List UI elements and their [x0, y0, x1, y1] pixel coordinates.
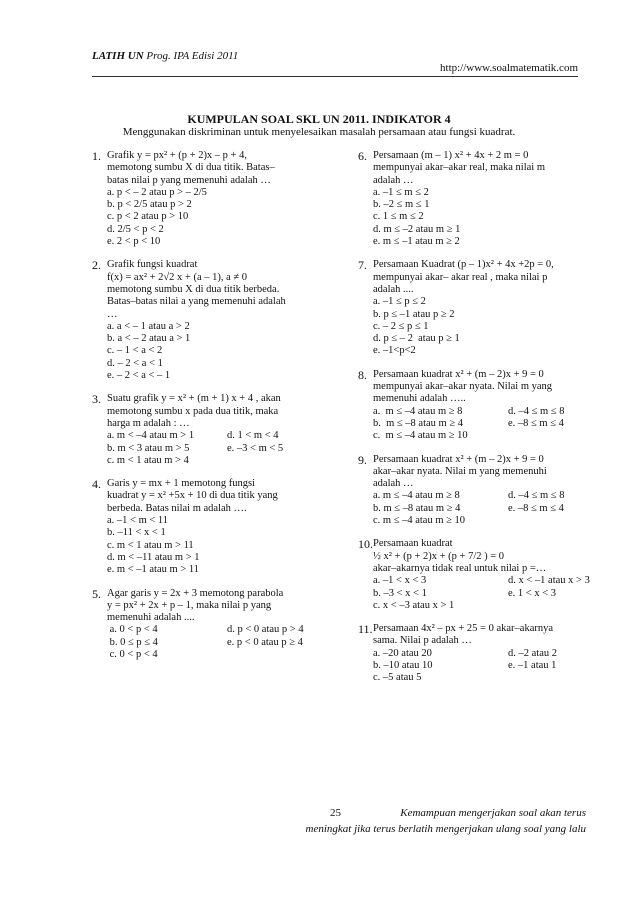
- answer-option: b. p < 2/5 atau p > 2: [107, 199, 192, 211]
- answer-option: a. 0 < p < 4: [107, 624, 158, 636]
- question-number: 4.: [92, 477, 101, 492]
- question-text-line: mempunyai akar–akar nyata. Nilai m yang: [373, 381, 553, 393]
- question-text-line: Persamaan Kuadrat (p – 1)x² + 4x +2p = 0,: [373, 259, 554, 271]
- question-text-line: Suatu grafik y = x² + (m + 1) x + 4 , akan: [107, 393, 281, 405]
- question-text-line: Batas–batas nilai a yang memenuhi adalah: [107, 296, 286, 308]
- question-text-line: Persamaan 4x² – px + 25 = 0 akar–akarnya: [373, 623, 554, 635]
- page-number: 25: [330, 807, 341, 819]
- page-subtitle: Menggunakan diskriminan untuk menyelesaikan masalah persamaan atau fungsi kuadrat.: [122, 126, 516, 138]
- answer-option: a. a < – 1 atau a > 2: [107, 320, 190, 332]
- answer-option: b. 0 ≤ p ≤ 4: [107, 636, 158, 648]
- question-number: 10.: [358, 537, 373, 552]
- answer-option: d. m < –11 atau m > 1: [107, 551, 200, 563]
- question-text-line: adalah …: [373, 174, 414, 186]
- answer-option: e. –8 ≤ m ≤ 4: [508, 417, 564, 429]
- right-column: [358, 150, 593, 696]
- question-text-line: Persamaan kuadrat x² + (m – 2)x + 9 = 0: [373, 453, 544, 465]
- answer-option: d. 1 < m < 4: [227, 430, 279, 442]
- edition-text: Prog. IPA Edisi 2011: [143, 50, 239, 62]
- answer-option: e. p < 0 atau p ≥ 4: [227, 636, 303, 648]
- answer-option: c. m ≤ –4 atau m ≥ 10: [373, 430, 468, 442]
- question-text-line: memenuhi adalah …..: [373, 393, 466, 405]
- answer-option: c. x < –3 atau x > 1: [373, 599, 455, 611]
- question-text-line: akar–akar nyata. Nilai m yang memenuhi: [373, 465, 547, 477]
- question-text-line: adalah ....: [373, 283, 414, 295]
- question-text-line: batas nilai p yang memenuhi adalah …: [107, 174, 271, 186]
- answer-option: c. m < 1 atau m > 4: [107, 454, 189, 466]
- answer-option: a. –1 < m < 11: [107, 515, 169, 527]
- answer-option: c. m ≤ –4 atau m ≥ 10: [373, 515, 466, 527]
- answer-option-row: [107, 624, 324, 636]
- answer-option: d. m ≤ –2 atau m ≥ 1: [373, 223, 461, 235]
- question-item: [358, 259, 593, 357]
- question-text-line: memenuhi adalah ....: [107, 612, 195, 624]
- question-text-line: f(x) = ax² + 2√2 x + (a – 1), a ≠ 0: [107, 271, 248, 283]
- answer-option-row: [107, 637, 324, 649]
- answer-option: a. m < –4 atau m > 1: [107, 430, 195, 442]
- answer-option-row: [373, 660, 593, 672]
- question-text-line: adalah …: [373, 478, 414, 490]
- question-item: [92, 393, 324, 467]
- answer-option: d. 2/5 < p < 2: [107, 223, 164, 235]
- answer-option: b. m ≤ –8 atau m ≥ 4: [373, 417, 463, 429]
- question-number: 6.: [358, 149, 367, 163]
- answer-option: b. –3 < x < 1: [373, 587, 427, 599]
- answer-option: b. p ≤ –1 atau p ≥ 2: [373, 308, 455, 320]
- answer-option: b. m ≤ –8 atau m ≥ 4: [373, 502, 461, 514]
- answer-option: c. p < 2 atau p > 10: [107, 211, 189, 223]
- question-text-line: mempunyai akar– akar real , maka nilai p: [373, 271, 548, 283]
- answer-option: a. –1 ≤ p ≤ 2: [373, 296, 426, 308]
- question-text-line: y = px² + 2x + p – 1, maka nilai p yang: [107, 599, 272, 611]
- answer-option: c. – 2 ≤ p ≤ 1: [373, 320, 429, 332]
- question-number: 8.: [358, 367, 367, 382]
- question-text-line: harga m adalah : …: [107, 417, 190, 429]
- question-text-line: …: [107, 308, 118, 320]
- answer-option: c. 0 < p < 4: [107, 648, 158, 660]
- answer-option: e. – 2 < a < – 1: [107, 370, 171, 382]
- answer-option: a. –1 < x < 3: [373, 575, 427, 587]
- header-url[interactable]: http://www.soalmatematik.com: [440, 62, 578, 74]
- question-text-line: ½ x² + (p + 2)x + (p + 7/2 ) = 0: [373, 550, 505, 562]
- answer-option: b. –2 ≤ m ≤ 1: [373, 199, 430, 211]
- answer-option-row: [373, 418, 593, 430]
- answer-option: a. m ≤ –4 atau m ≥ 8: [373, 490, 460, 502]
- question-text-line: Persamaan (m – 1) x² + 4x + 2 m = 0: [373, 150, 529, 161]
- answer-option: a. p < – 2 atau p > – 2/5: [107, 186, 207, 198]
- answer-option: e. –1<p<2: [373, 345, 416, 357]
- question-item: [92, 478, 324, 576]
- footer-line-2: meningkat jika terus berlatih mengerjakan ulang soal yang lalu: [305, 823, 586, 835]
- answer-option-row: [373, 490, 593, 502]
- answer-option: d. –4 ≤ m ≤ 8: [508, 405, 565, 417]
- question-text-line: memotong sumbu X di dua titik. Batas–: [107, 162, 275, 174]
- answer-option: e. –8 ≤ m ≤ 4: [508, 502, 564, 514]
- question-text-line: memotong sumbu X di dua titik berbeda.: [107, 283, 280, 295]
- answer-option-row: [373, 575, 593, 587]
- left-column: [92, 150, 324, 672]
- question-text-line: Grafik y = px² + (p + 2)x – p + 4,: [107, 150, 247, 161]
- answer-option: a. –1 ≤ m ≤ 2: [373, 186, 429, 198]
- question-text-line: Persamaan kuadrat: [373, 538, 453, 550]
- question-item: [358, 369, 593, 443]
- question-number: 7.: [358, 258, 367, 273]
- question-number: 9.: [358, 452, 367, 467]
- question-item: [358, 623, 593, 684]
- answer-option-row: [373, 406, 593, 418]
- question-text-line: berbeda. Batas nilai m adalah ….: [107, 502, 247, 514]
- question-text-line: memotong sumbu x pada dua titik, maka: [107, 405, 279, 417]
- question-text-line: Grafik fungsi kuadrat: [107, 259, 198, 271]
- answer-option: e. m < –1 atau m > 11: [107, 564, 199, 576]
- answer-option: d. –2 atau 2: [508, 647, 557, 659]
- question-number: 11.: [358, 622, 373, 637]
- header-brand: [92, 50, 238, 62]
- answer-option: c. 1 ≤ m ≤ 2: [373, 211, 424, 223]
- question-item: [358, 538, 593, 612]
- header-divider: [92, 76, 578, 77]
- question-text-line: Persamaan kuadrat x² + (m – 2)x + 9 = 0: [373, 368, 544, 380]
- answer-option: d. p ≤ – 2 atau p ≥ 1: [373, 333, 460, 345]
- question-number: 3.: [92, 392, 101, 407]
- question-number: 5.: [92, 586, 101, 601]
- answer-option: d. – 2 < a < 1: [107, 357, 163, 369]
- answer-option-row: [107, 430, 324, 442]
- answer-option: d. x < –1 atau x > 3: [508, 575, 590, 587]
- answer-option: e. –3 < m < 5: [227, 442, 284, 454]
- answer-option: e. m ≤ –1 atau m ≥ 2: [373, 236, 460, 248]
- answer-option: a. –20 atau 20: [373, 647, 432, 659]
- answer-option: e. –1 atau 1: [508, 659, 557, 671]
- answer-option: c. m < 1 atau m > 11: [107, 539, 194, 551]
- question-text-line: sama. Nilai p adalah …: [373, 635, 472, 647]
- answer-option-row: [373, 648, 593, 660]
- page-title: KUMPULAN SOAL SKL UN 2011. INDIKATOR 4: [187, 112, 451, 126]
- question-number: 2.: [92, 258, 101, 273]
- question-text-line: kuadrat y = x² +5x + 10 di dua titik yang: [107, 490, 278, 502]
- answer-option: b. –10 atau 10: [373, 659, 433, 671]
- answer-option: c. – 1 < a < 2: [107, 345, 163, 357]
- question-text-line: Garis y = mx + 1 memotong fungsi: [107, 478, 256, 490]
- brand-name: LATIH UN: [92, 50, 144, 62]
- question-text-line: akar–akarnya tidak real untuk nilai p =…: [373, 562, 547, 574]
- answer-option: b. a < – 2 atau a > 1: [107, 333, 191, 345]
- question-item: [92, 588, 324, 662]
- question-text-line: Agar garis y = 2x + 3 memotong parabola: [107, 587, 284, 599]
- answer-option: b. m < 3 atau m > 5: [107, 442, 190, 454]
- answer-option: c. –5 atau 5: [373, 672, 422, 684]
- answer-option: a. m ≤ –4 atau m ≥ 8: [373, 405, 463, 417]
- answer-option-row: [373, 503, 593, 515]
- answer-option-row: [373, 588, 593, 600]
- answer-option: e. 2 < p < 10: [107, 236, 161, 248]
- answer-option-row: [107, 443, 324, 455]
- question-item: [92, 259, 324, 382]
- answer-option: d. p < 0 atau p > 4: [227, 624, 304, 636]
- answer-option: e. 1 < x < 3: [508, 587, 557, 599]
- question-item: [358, 150, 593, 248]
- question-text-line: mempunyai akar–akar real, maka nilai m: [373, 162, 546, 174]
- answer-option: d. –4 ≤ m ≤ 8: [508, 490, 565, 502]
- answer-option: b. –11 < x < 1: [107, 527, 166, 539]
- footer-line-1: Kemampuan mengerjakan soal akan terus: [400, 807, 586, 819]
- question-item: [92, 150, 324, 248]
- question-item: [358, 454, 593, 528]
- question-number: 1.: [92, 149, 101, 163]
